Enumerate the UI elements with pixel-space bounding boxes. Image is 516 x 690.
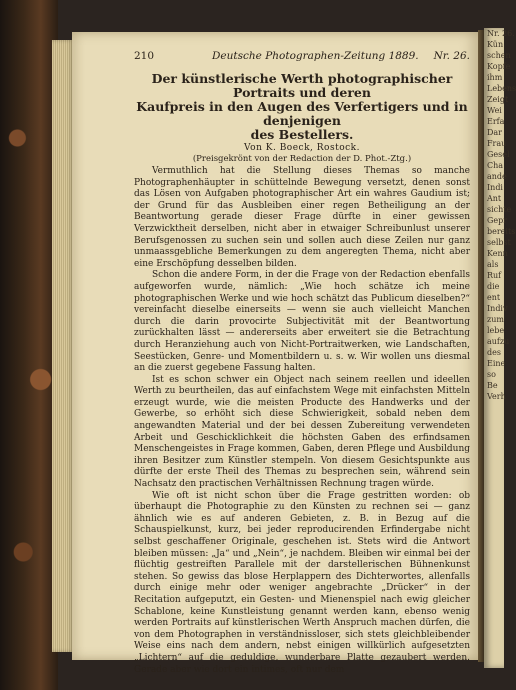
facing-page-line: bereits xyxy=(487,227,516,236)
facing-page-fragment xyxy=(484,28,516,668)
facing-page-line: Kopfe xyxy=(487,62,511,71)
facing-page-line: Indi xyxy=(487,183,503,192)
facing-page-line: ent xyxy=(487,293,501,302)
facing-page-line: Cha xyxy=(487,161,504,170)
page-edges xyxy=(52,40,74,652)
facing-page-line: Kün xyxy=(487,40,504,49)
article-title xyxy=(134,72,470,142)
facing-page-line: so xyxy=(487,370,496,379)
book-cover-edge xyxy=(0,0,58,690)
facing-page-line: Ruf xyxy=(487,271,502,280)
book-page xyxy=(72,32,480,675)
facing-page-line: Be xyxy=(487,381,498,390)
facing-page-line: Lebens xyxy=(487,84,516,93)
facing-page-line: Verh xyxy=(487,392,506,401)
title-line: des Bestellers. xyxy=(250,127,354,142)
facing-page-line: Wei xyxy=(487,106,502,115)
facing-page-line: Dar xyxy=(487,128,503,137)
author-byline: Von K. Boeck, Rostock. xyxy=(244,143,360,153)
facing-page-line: die xyxy=(487,282,500,291)
paragraph: Schon die andere Form, in der die Frage von der Redaction ebenfalls aufgeworfen wurde, nämlich: „Wie hoch schätze ich meine photographischen Werke und wie hoch schätzt das Publicum dieselben?“ vereinfacht dieselbe einerseits — wenn sie auch vielleicht Manchen durch die darin provocirte Subjectivität mit der Beantwortung zurückhalten lässt — andererseits aber erweitert sie die Betrachtung durch Heranziehung auch von Nicht-Portraitwerken, wie Landschaften, Seestücken, Genre- und Momentbildern u. s. w. Wir wollen uns diesmal an die zuerst gegebene Fassung halten. xyxy=(134,270,470,374)
facing-page-line: lebe xyxy=(487,326,505,335)
facing-page-line: Eine xyxy=(487,359,506,368)
facing-page-line: Zeigt xyxy=(487,95,509,104)
facing-page-line: ihm xyxy=(487,73,503,82)
paragraph: Ist es schon schwer ein Object nach seinem reellen und ideellen Werth zu beurtheilen, das auf einfachstem Wege mit einfachsten Mitteln erzeugt wurde, wie die meisten Producte des Handwerks und der Gewerbe, so erhöht sich diese Schwierigkeit, sobald neben dem angewandten Material und der bei dessen Zubereitung verwendeten Arbeit und Geschicklichkeit die höchsten Gaben des erfindsamen Menschengeistes in Frage kommen, Gaben, deren Pflege und Ausbildung ihren Besitzer zum Künstler stempeln. Von diesem Gesichtspunkte aus dürfte der erste Theil des Themas zu besprechen sein, während sein Nachsatz den practischen Verhältnissen Rechnung tragen würde. xyxy=(134,374,470,490)
facing-page-line: aufzu xyxy=(487,337,510,346)
award-note: (Preisgekrönt von der Redaction der D. Phot.-Ztg.) xyxy=(192,154,412,164)
facing-page-line: Erfa xyxy=(487,117,505,126)
article-body xyxy=(134,166,470,676)
facing-page-line: zum xyxy=(487,315,504,324)
paragraph: Wie oft ist nicht schon über die Frage gestritten worden: ob überhaupt die Photographie zu den Künsten zu rechnen sei — ganz ähnlich wie es auf anderen Gebieten, z. B. in Bezug auf die Schauspielkunst, kurz, bei jeder reproducirenden Erfindergabe nicht selbst geschaffener Originale, geschehen ist. Stets wird die Antwort bleiben müssen: „Ja“ und „Nein“, je nachdem. Bleiben wir einmal bei der flüchtig gestreiften Parallele mit der darstellerischen Bühnenkunst stehen. So gewiss das blose Herplappern des Dichterwortes, allenfalls durch einige mehr oder weniger angebrachte „Drücker“ in der Recitation aufgeputzt, ein Gesten- und Mienenspiel nach ewig gleicher Schablone, keine Kunstleistung genannt werden kann, ebenso wenig werden Portraits auf künstlerischen Werth Anspruch machen dürfen, die von dem Photographen in verständnissloser, sich stets gleichbleibender Weise eins nach dem andern, nebst einigen willkürlich aufgesetzten „Lichtern“ auf die geduldige, wunderbare Platte gezaubert werden. Gerade aber wie dort ein intimes, oft nur dem xyxy=(134,490,470,675)
facing-page-line: selbst xyxy=(487,238,511,247)
paragraph: Vermuthlich hat die Stellung dieses Themas so manche Photographenhäupter in schüttelnde Bewegung versetzt, denen sonst das Lösen von Aufgaben photographischer Art ein wahres Gaudium ist; der Grund für das Ausbleiben einer regen Betheiligung an der Beantwortung gerade dieser Frage dürfte in einer gewissen Verzwicktheit derselben, nicht aber in etwaiger Schreibunlust unserer Berufsgenossen zu suchen sein und sollen auch diese Zeilen nur ganz unmaassgebliche Bemerkungen zu dem angeregten Thema, nicht aber eine Erschöpfung desselben bilden. xyxy=(134,166,470,269)
page-number: 210 xyxy=(134,50,155,62)
title-line: Kaufpreis in den Augen des Verfertigers und in denjenigen xyxy=(136,99,468,128)
facing-page-line: schen xyxy=(487,51,511,60)
facing-page-line: Frau xyxy=(487,139,507,148)
facing-page-line: des xyxy=(487,348,501,357)
facing-page-line: Gepr xyxy=(487,216,508,225)
title-line: Der künstlerische Werth photographischer Portraits und deren xyxy=(151,71,453,100)
journal-title: Deutsche Photographen-Zeitung 1889. xyxy=(212,50,419,62)
issue-number: Nr. 26. xyxy=(433,50,470,62)
facing-page-line: Ant xyxy=(487,194,502,203)
facing-page-line: ande xyxy=(487,172,507,181)
facing-page-line: Nr. 26. xyxy=(487,29,515,38)
facing-page-line: Indiv xyxy=(487,304,508,313)
facing-page-line: Gesel xyxy=(487,150,510,159)
facing-page-line: als xyxy=(487,260,499,269)
running-header xyxy=(134,50,470,66)
facing-page-line: sichte xyxy=(487,205,512,214)
facing-page-line: Kenn xyxy=(487,249,508,258)
